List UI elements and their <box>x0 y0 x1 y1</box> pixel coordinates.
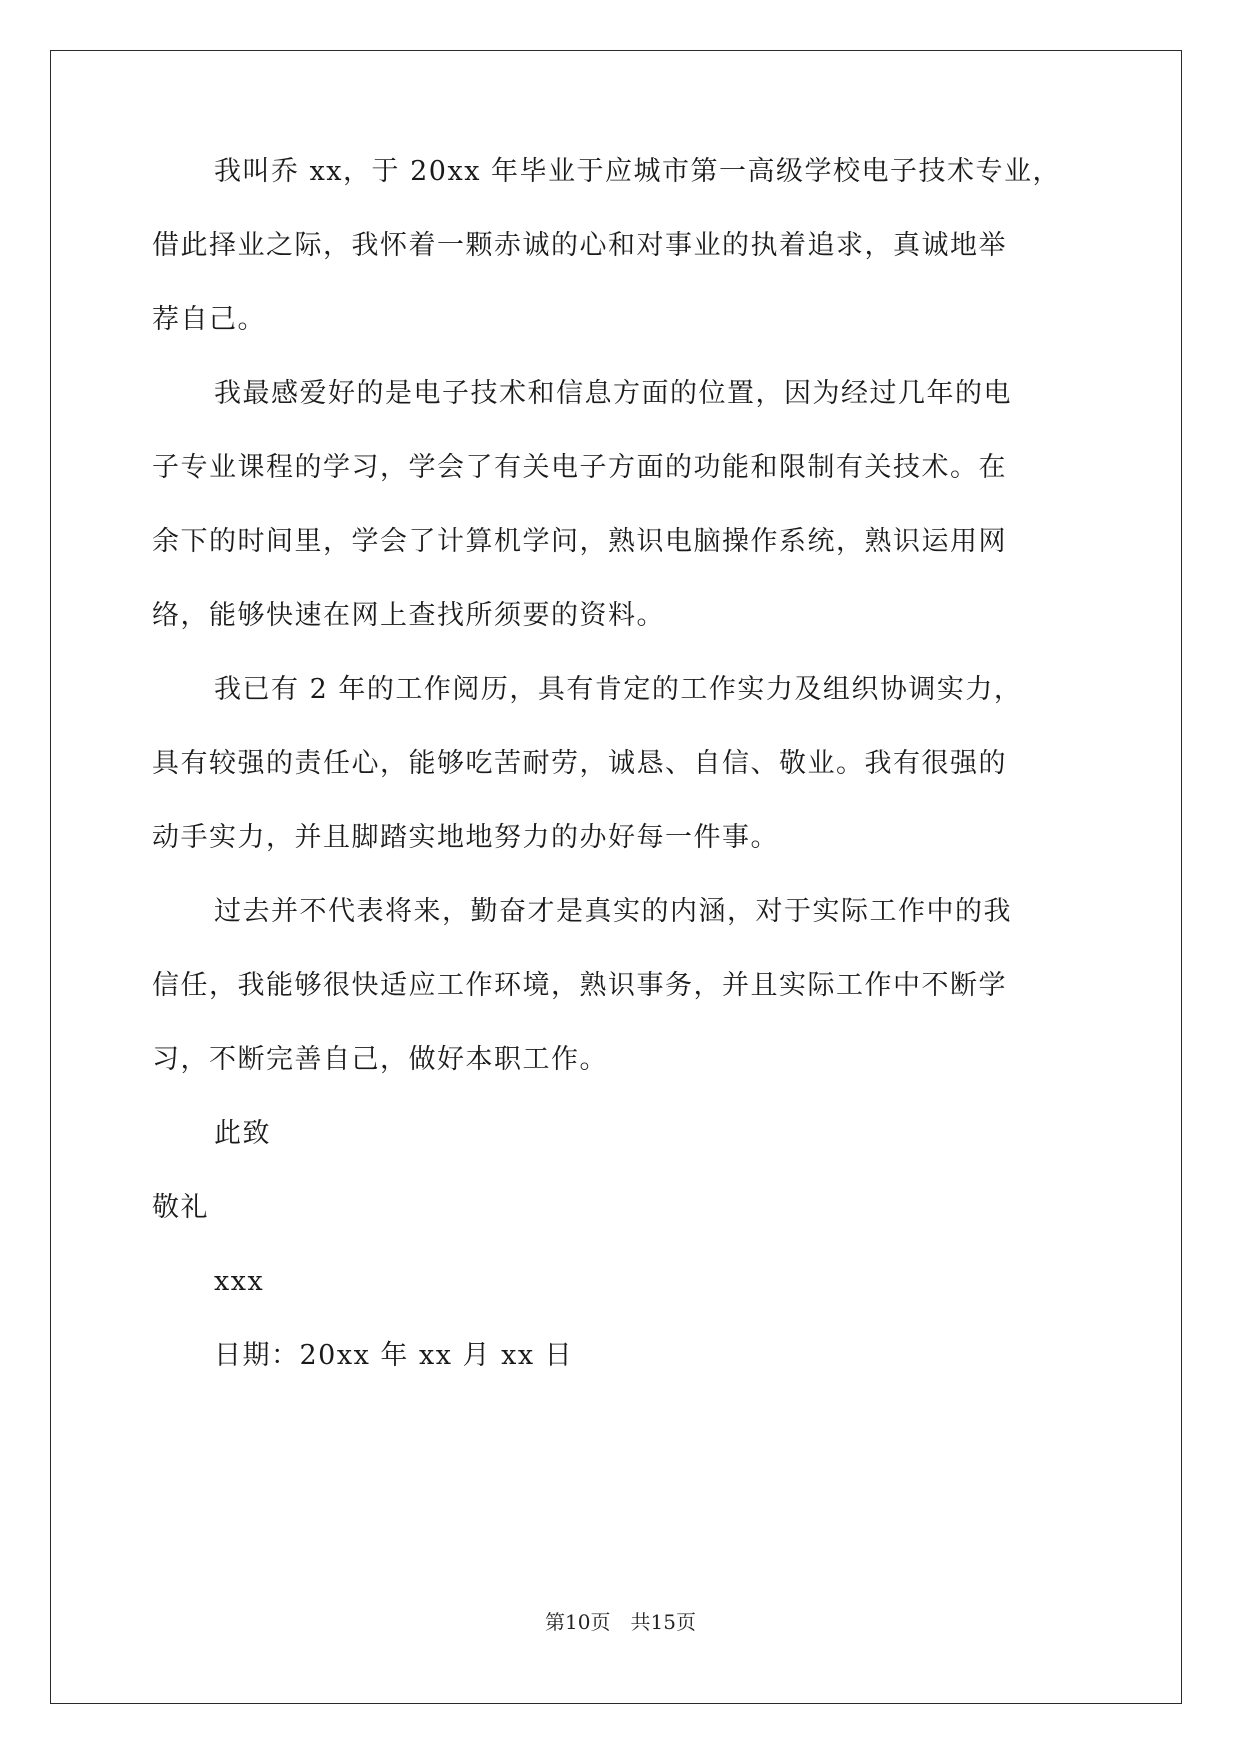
page-border <box>50 50 1182 1704</box>
closing-salutation: 此致 <box>214 1118 271 1149</box>
page-number-footer: 第10页 共15页 <box>545 1610 696 1634</box>
closing-regards: 敬礼 <box>152 1192 209 1223</box>
signature: xxx <box>214 1266 265 1297</box>
paragraph-4-line-1: 过去并不代表将来，勤奋才是真实的内涵，对于实际工作中的我 <box>214 896 1012 927</box>
paragraph-3-line-1: 我已有 2 年的工作阅历，具有肯定的工作实力及组织协调实力， <box>214 674 1023 705</box>
paragraph-1-line-3: 荐自己。 <box>152 304 266 335</box>
date-line: 日期：20xx 年 xx 月 xx 日 <box>214 1340 574 1371</box>
paragraph-4-line-2: 信任，我能够很快适应工作环境，熟识事务，并且实际工作中不断学 <box>152 970 1007 1001</box>
paragraph-2-line-4: 络，能够快速在网上查找所须要的资料。 <box>152 600 665 631</box>
paragraph-2-line-2: 子专业课程的学习，学会了有关电子方面的功能和限制有关技术。在 <box>152 452 1007 483</box>
paragraph-2-line-3: 余下的时间里，学会了计算机学问，熟识电脑操作系统，熟识运用网 <box>152 526 1007 557</box>
paragraph-2-line-1: 我最感爱好的是电子技术和信息方面的位置，因为经过几年的电 <box>214 378 1012 409</box>
paragraph-1-line-1: 我叫乔 xx，于 20xx 年毕业于应城市第一高级学校电子技术专业， <box>214 156 1062 187</box>
paragraph-3-line-2: 具有较强的责任心，能够吃苦耐劳，诚恳、自信、敬业。我有很强的 <box>152 748 1007 779</box>
paragraph-1-line-2: 借此择业之际，我怀着一颗赤诚的心和对事业的执着追求，真诚地举 <box>152 230 1007 261</box>
paragraph-4-line-3: 习，不断完善自己，做好本职工作。 <box>152 1044 608 1075</box>
paragraph-3-line-3: 动手实力，并且脚踏实地地努力的办好每一件事。 <box>152 822 779 853</box>
